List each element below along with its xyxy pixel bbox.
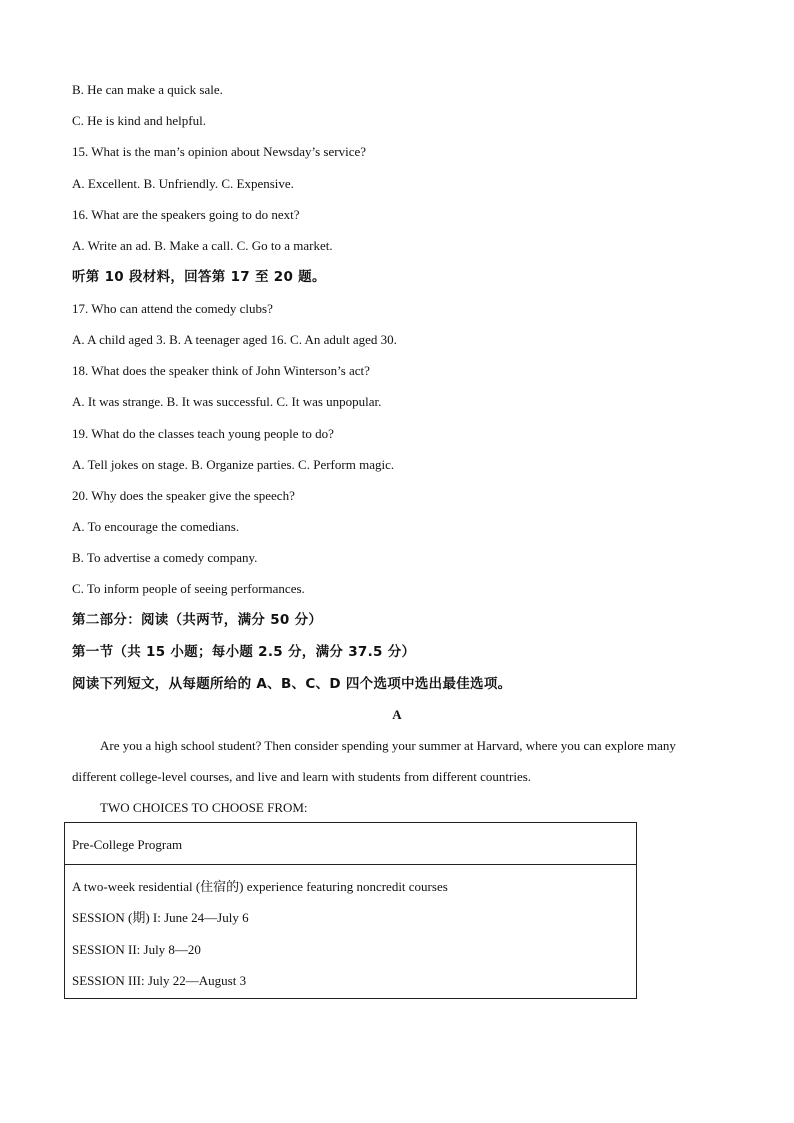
options-18: A. It was strange. B. It was successful. C. It was unpopular. bbox=[72, 394, 382, 409]
table-divider bbox=[65, 864, 636, 865]
session-2: SESSION II: July 8—20 bbox=[72, 942, 201, 957]
option-20c: C. To inform people of seeing performances. bbox=[72, 581, 305, 596]
question-19: 19. What do the classes teach young people to do? bbox=[72, 426, 334, 441]
table-description: A two-week residential (住宿的) experience featuring noncredit courses bbox=[72, 879, 448, 894]
question-16: 16. What are the speakers going to do next? bbox=[72, 207, 300, 222]
passage-paragraph-line-1: Are you a high school student? Then consider spending your summer at Harvard, where you can explore many bbox=[100, 738, 676, 753]
question-20: 20. Why does the speaker give the speech? bbox=[72, 488, 295, 503]
option-14c: C. He is kind and helpful. bbox=[72, 113, 206, 128]
question-18: 18. What does the speaker think of John Winterson’s act? bbox=[72, 363, 370, 378]
option-20a: A. To encourage the comedians. bbox=[72, 519, 240, 534]
section-instruction-10: 听第 10 段材料，回答第 17 至 20 题。 bbox=[72, 269, 326, 285]
session-3: SESSION III: July 22—August 3 bbox=[72, 973, 247, 988]
section-one-heading: 第一节（共 15 小题；每小题 2.5 分，满分 37.5 分） bbox=[72, 644, 416, 660]
options-19: A. Tell jokes on stage. B. Organize parties. C. Perform magic. bbox=[72, 457, 395, 472]
passage-letter: A bbox=[392, 707, 402, 722]
table-header: Pre-College Program bbox=[72, 837, 183, 852]
choices-heading: TWO CHOICES TO CHOOSE FROM: bbox=[100, 800, 308, 815]
question-15: 15. What is the man’s opinion about Newsday’s service? bbox=[72, 144, 367, 159]
session-1: SESSION (期) I: June 24—July 6 bbox=[72, 910, 249, 925]
options-15: A. Excellent. B. Unfriendly. C. Expensive. bbox=[72, 176, 294, 191]
part-two-heading: 第二部分：阅读（共两节，满分 50 分） bbox=[72, 612, 323, 628]
option-20b: B. To advertise a comedy company. bbox=[72, 550, 258, 565]
program-table bbox=[64, 822, 637, 999]
question-17: 17. Who can attend the comedy clubs? bbox=[72, 301, 273, 316]
options-16: A. Write an ad. B. Make a call. C. Go to a market. bbox=[72, 238, 333, 253]
passage-paragraph-line-2: different college-level courses, and live and learn with students from different countries. bbox=[72, 769, 532, 784]
reading-instruction: 阅读下列短文，从每题所给的 A、B、C、D 四个选项中选出最佳选项。 bbox=[72, 676, 512, 692]
options-17: A. A child aged 3. B. A teenager aged 16. C. An adult aged 30. bbox=[72, 332, 397, 347]
option-14b: B. He can make a quick sale. bbox=[72, 82, 223, 97]
